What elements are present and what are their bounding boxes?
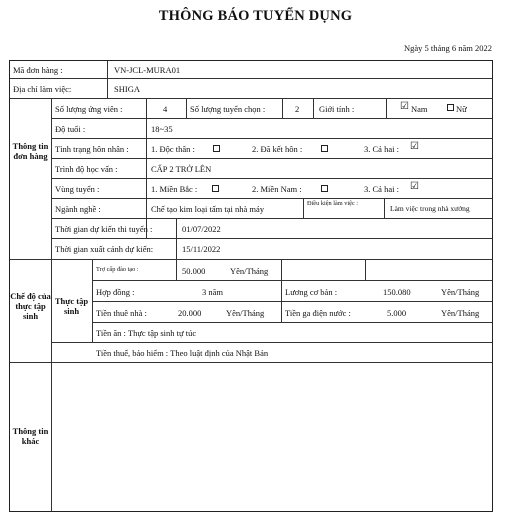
order-code-value: VN-JCL-MURA01 [114,65,181,75]
gender-female-label: Nữ [456,104,467,114]
marital-both-checkbox[interactable]: ☑ [410,141,419,152]
contract-value: 3 năm [202,287,224,297]
tax-text: Tiền thuế, bảo hiểm : Theo luật định của Nhật Bản [96,348,269,358]
exam-date-label: Thời gian dự kiến thi tuyển : [55,224,153,234]
education-label: Trình độ học vấn : [55,164,118,174]
region-both-checkbox[interactable]: ☑ [410,181,419,192]
marital-single-checkbox[interactable] [213,145,220,152]
region-label: Vùng tuyển : [55,184,100,194]
contract-label: Hợp đồng : [96,287,135,297]
exam-date-value: 01/07/2022 [182,224,221,234]
meal-text: Tiền ăn : Thực tập sinh tự túc [96,328,197,338]
gender-male-label: Nam [411,104,428,114]
age-value: 18~35 [151,124,173,134]
applicants-value: 4 [163,104,168,114]
applicants-label: Số lượng ứng viên : [55,104,123,114]
conditions-value: Làm việc trong nhà xưởng [390,204,470,213]
training-allowance-unit: Yên/Tháng [230,266,269,276]
salary-unit: Yên/Tháng [441,287,480,297]
region-south-checkbox[interactable] [321,185,328,192]
address-label: Địa chỉ làm việc: [13,84,72,94]
marital-label: Tình trạng hôn nhân : [55,144,129,154]
other-info-section-label: Thông tin khác [12,426,49,446]
marital-both-label: 3. Cả hai : [364,144,399,154]
salary-value: 150.080 [383,287,411,297]
region-south-label: 2. Miền Nam : [252,184,302,194]
selected-value: 2 [295,104,300,114]
region-north-label: 1. Miền Bắc : [151,184,198,194]
recruitment-form [9,60,493,512]
marital-married-checkbox[interactable] [321,145,328,152]
training-allowance-value: 50.000 [182,266,206,276]
training-allowance-label: Trợ cấp đào tạo : [96,266,139,273]
education-value: CẤP 2 TRỞ LÊN [151,164,212,174]
intern-sub-label: Thực tập sinh [54,296,89,316]
rent-value: 20.000 [178,308,202,318]
salary-label: Lương cơ bản : [285,287,338,297]
rent-label: Tiền thuê nhà : [96,308,147,318]
job-value: Chế tạo kim loại tấm tại nhà máy [151,204,265,214]
region-both-label: 3. Cả hai : [364,184,399,194]
utility-value: 5.000 [387,308,407,318]
departure-date-label: Thời gian xuất cảnh dự kiến: [55,244,154,254]
utility-label: Tiền ga điện nước : [285,308,351,318]
benefits-section-label: Chế độ của thực tập sinh [10,291,51,321]
region-north-checkbox[interactable] [212,185,219,192]
order-info-section-label: Thông tin đơn hàng [12,141,49,161]
page-title: THÔNG BÁO TUYỂN DỤNG [158,8,353,24]
departure-date-value: 15/11/2022 [182,244,221,254]
rent-unit: Yên/Tháng [226,308,265,318]
marital-single-label: 1. Độc thân : [151,144,195,154]
gender-label: Giới tính : [319,104,355,114]
conditions-label: Điều kiện làm việc : [307,200,359,207]
utility-unit: Yên/Tháng [441,308,480,318]
marital-married-label: 2. Đã kết hôn : [252,144,303,154]
gender-female-checkbox[interactable] [447,104,454,111]
notice-date: Ngày 5 tháng 6 năm 2022 [403,43,492,53]
selected-label: Số lượng tuyển chọn : [190,104,266,114]
gender-male-checkbox[interactable]: ☑ [400,101,409,112]
age-label: Độ tuổi : [55,124,86,134]
job-label: Ngành nghề : [55,204,101,214]
address-value: SHIGA [114,84,140,94]
order-code-label: Mã đơn hàng : [13,65,63,75]
